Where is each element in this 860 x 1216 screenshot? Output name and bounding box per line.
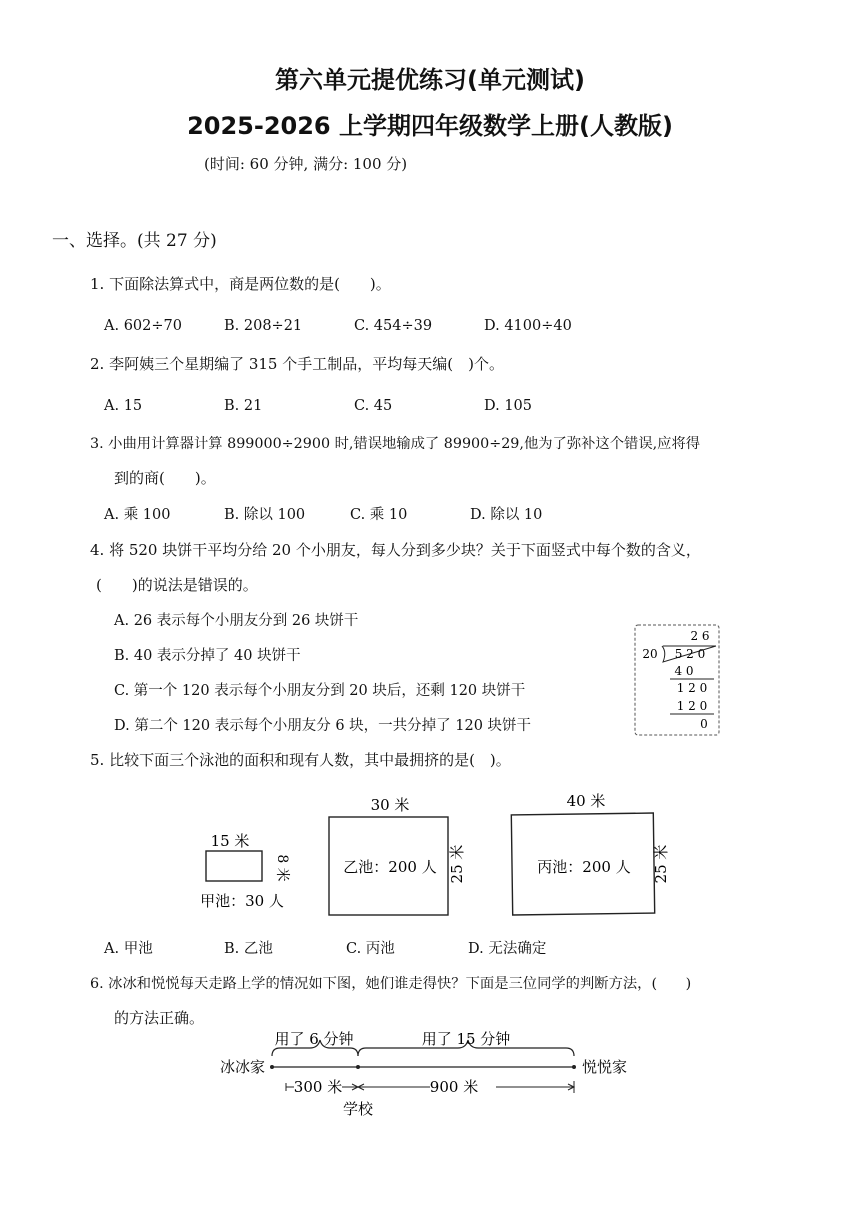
page-title: 第六单元提优练习(单元测试): [275, 66, 585, 94]
pools-figure: [186, 788, 686, 920]
page-subtitle: 2025-2026 上学期四年级数学上册(人教版): [187, 112, 673, 140]
question-4-stem-line2: ( )的说法是错误的。: [96, 576, 258, 594]
jia-width-label: 15 米: [210, 832, 250, 850]
bing-width-label: 40 米: [566, 792, 606, 810]
jia-height-label: 8 米: [274, 854, 290, 882]
q3-option-a: A. 乘 100: [104, 507, 171, 523]
q1-option-d: D. 4100÷40: [484, 318, 572, 334]
yi-width-label: 30 米: [370, 796, 410, 814]
q2-option-d: D. 105: [484, 398, 533, 414]
q2-option-c: C. 45: [354, 398, 393, 414]
long-division-figure: [634, 624, 720, 736]
bing-height-label: 25 米: [652, 844, 670, 884]
q3-option-c: C. 乘 10: [350, 507, 408, 523]
ld-step3: 1 2 0: [676, 699, 708, 713]
section-heading: 一、选择。(共 27 分): [52, 231, 217, 251]
bing-caption: 丙池：200 人: [537, 858, 631, 876]
yi-caption: 乙池：200 人: [343, 858, 437, 876]
q1-option-c: C. 454÷39: [354, 318, 433, 334]
dist-label-1: 300 米: [293, 1078, 343, 1096]
q4-option-c: C. 第一个 120 表示每个小朋友分到 20 块后，还剩 120 块饼干: [114, 683, 526, 699]
q5-option-a: A. 甲池: [104, 941, 153, 957]
school-label: 学校: [342, 1100, 374, 1118]
question-4-stem-line1: 4. 将 520 块饼干平均分给 20 个小朋友，每人分到多少块？关于下面竖式中每个数的含义，: [90, 541, 701, 559]
question-5-stem: 5. 比较下面三个泳池的面积和现有人数，其中最拥挤的是( )。: [90, 751, 511, 769]
q3-option-b: B. 除以 100: [224, 507, 306, 523]
q2-option-b: B. 21: [224, 398, 263, 414]
q3-option-d: D. 除以 10: [470, 507, 543, 523]
ld-step2: 1 2 0: [676, 681, 708, 695]
q5-option-b: B. 乙池: [224, 941, 273, 957]
ld-divisor: 20: [642, 647, 658, 661]
q4-option-b: B. 40 表示分掉了 40 块饼干: [114, 648, 301, 664]
q1-option-b: B. 208÷21: [224, 318, 303, 334]
ld-quotient: 2 6: [690, 629, 710, 643]
question-3-stem-line1: 3. 小曲用计算器计算 899000÷2900 时,错误地输成了 89900÷29,他为了弥补这个错误,应将得: [90, 436, 701, 452]
left-home-label: 冰冰家: [220, 1058, 266, 1076]
time-label-1: 用了 6 分钟: [274, 1030, 354, 1048]
q5-option-d: D. 无法确定: [468, 941, 547, 957]
q1-option-a: A. 602÷70: [104, 318, 182, 334]
question-6-stem-line2: 的方法正确。: [114, 1009, 205, 1027]
question-3-stem-line2: 到的商( )。: [114, 469, 216, 487]
time-label-2: 用了 15 分钟: [421, 1030, 511, 1048]
question-2-stem: 2. 李阿姨三个星期编了 315 个手工制品，平均每天编( )个。: [90, 355, 504, 373]
right-home-label: 悦悦家: [582, 1058, 628, 1076]
route-figure: [214, 1028, 650, 1120]
ld-step1: 4 0: [674, 664, 694, 678]
dist-label-2: 900 米: [429, 1078, 479, 1096]
jia-pool-rect: [206, 851, 262, 881]
question-6-stem-line1: 6. 冰冰和悦悦每天走路上学的情况如下图，她们谁走得快？下面是三位同学的判断方法，( ): [90, 976, 692, 992]
time-info: (时间: 60 分钟, 满分: 100 分): [204, 155, 408, 173]
ld-remainder: 0: [700, 717, 708, 731]
yi-height-label: 25 米: [448, 844, 466, 884]
q5-option-c: C. 丙池: [346, 941, 395, 957]
q4-option-d: D. 第二个 120 表示每个小朋友分 6 块，一共分掉了 120 块饼干: [114, 718, 532, 734]
ld-dividend: 5 2 0: [674, 647, 706, 661]
jia-caption: 甲池：30 人: [200, 892, 284, 910]
q4-option-a: A. 26 表示每个小朋友分到 26 块饼干: [114, 613, 359, 629]
question-1-stem: 1. 下面除法算式中，商是两位数的是( )。: [90, 275, 391, 293]
q2-option-a: A. 15: [104, 398, 143, 414]
